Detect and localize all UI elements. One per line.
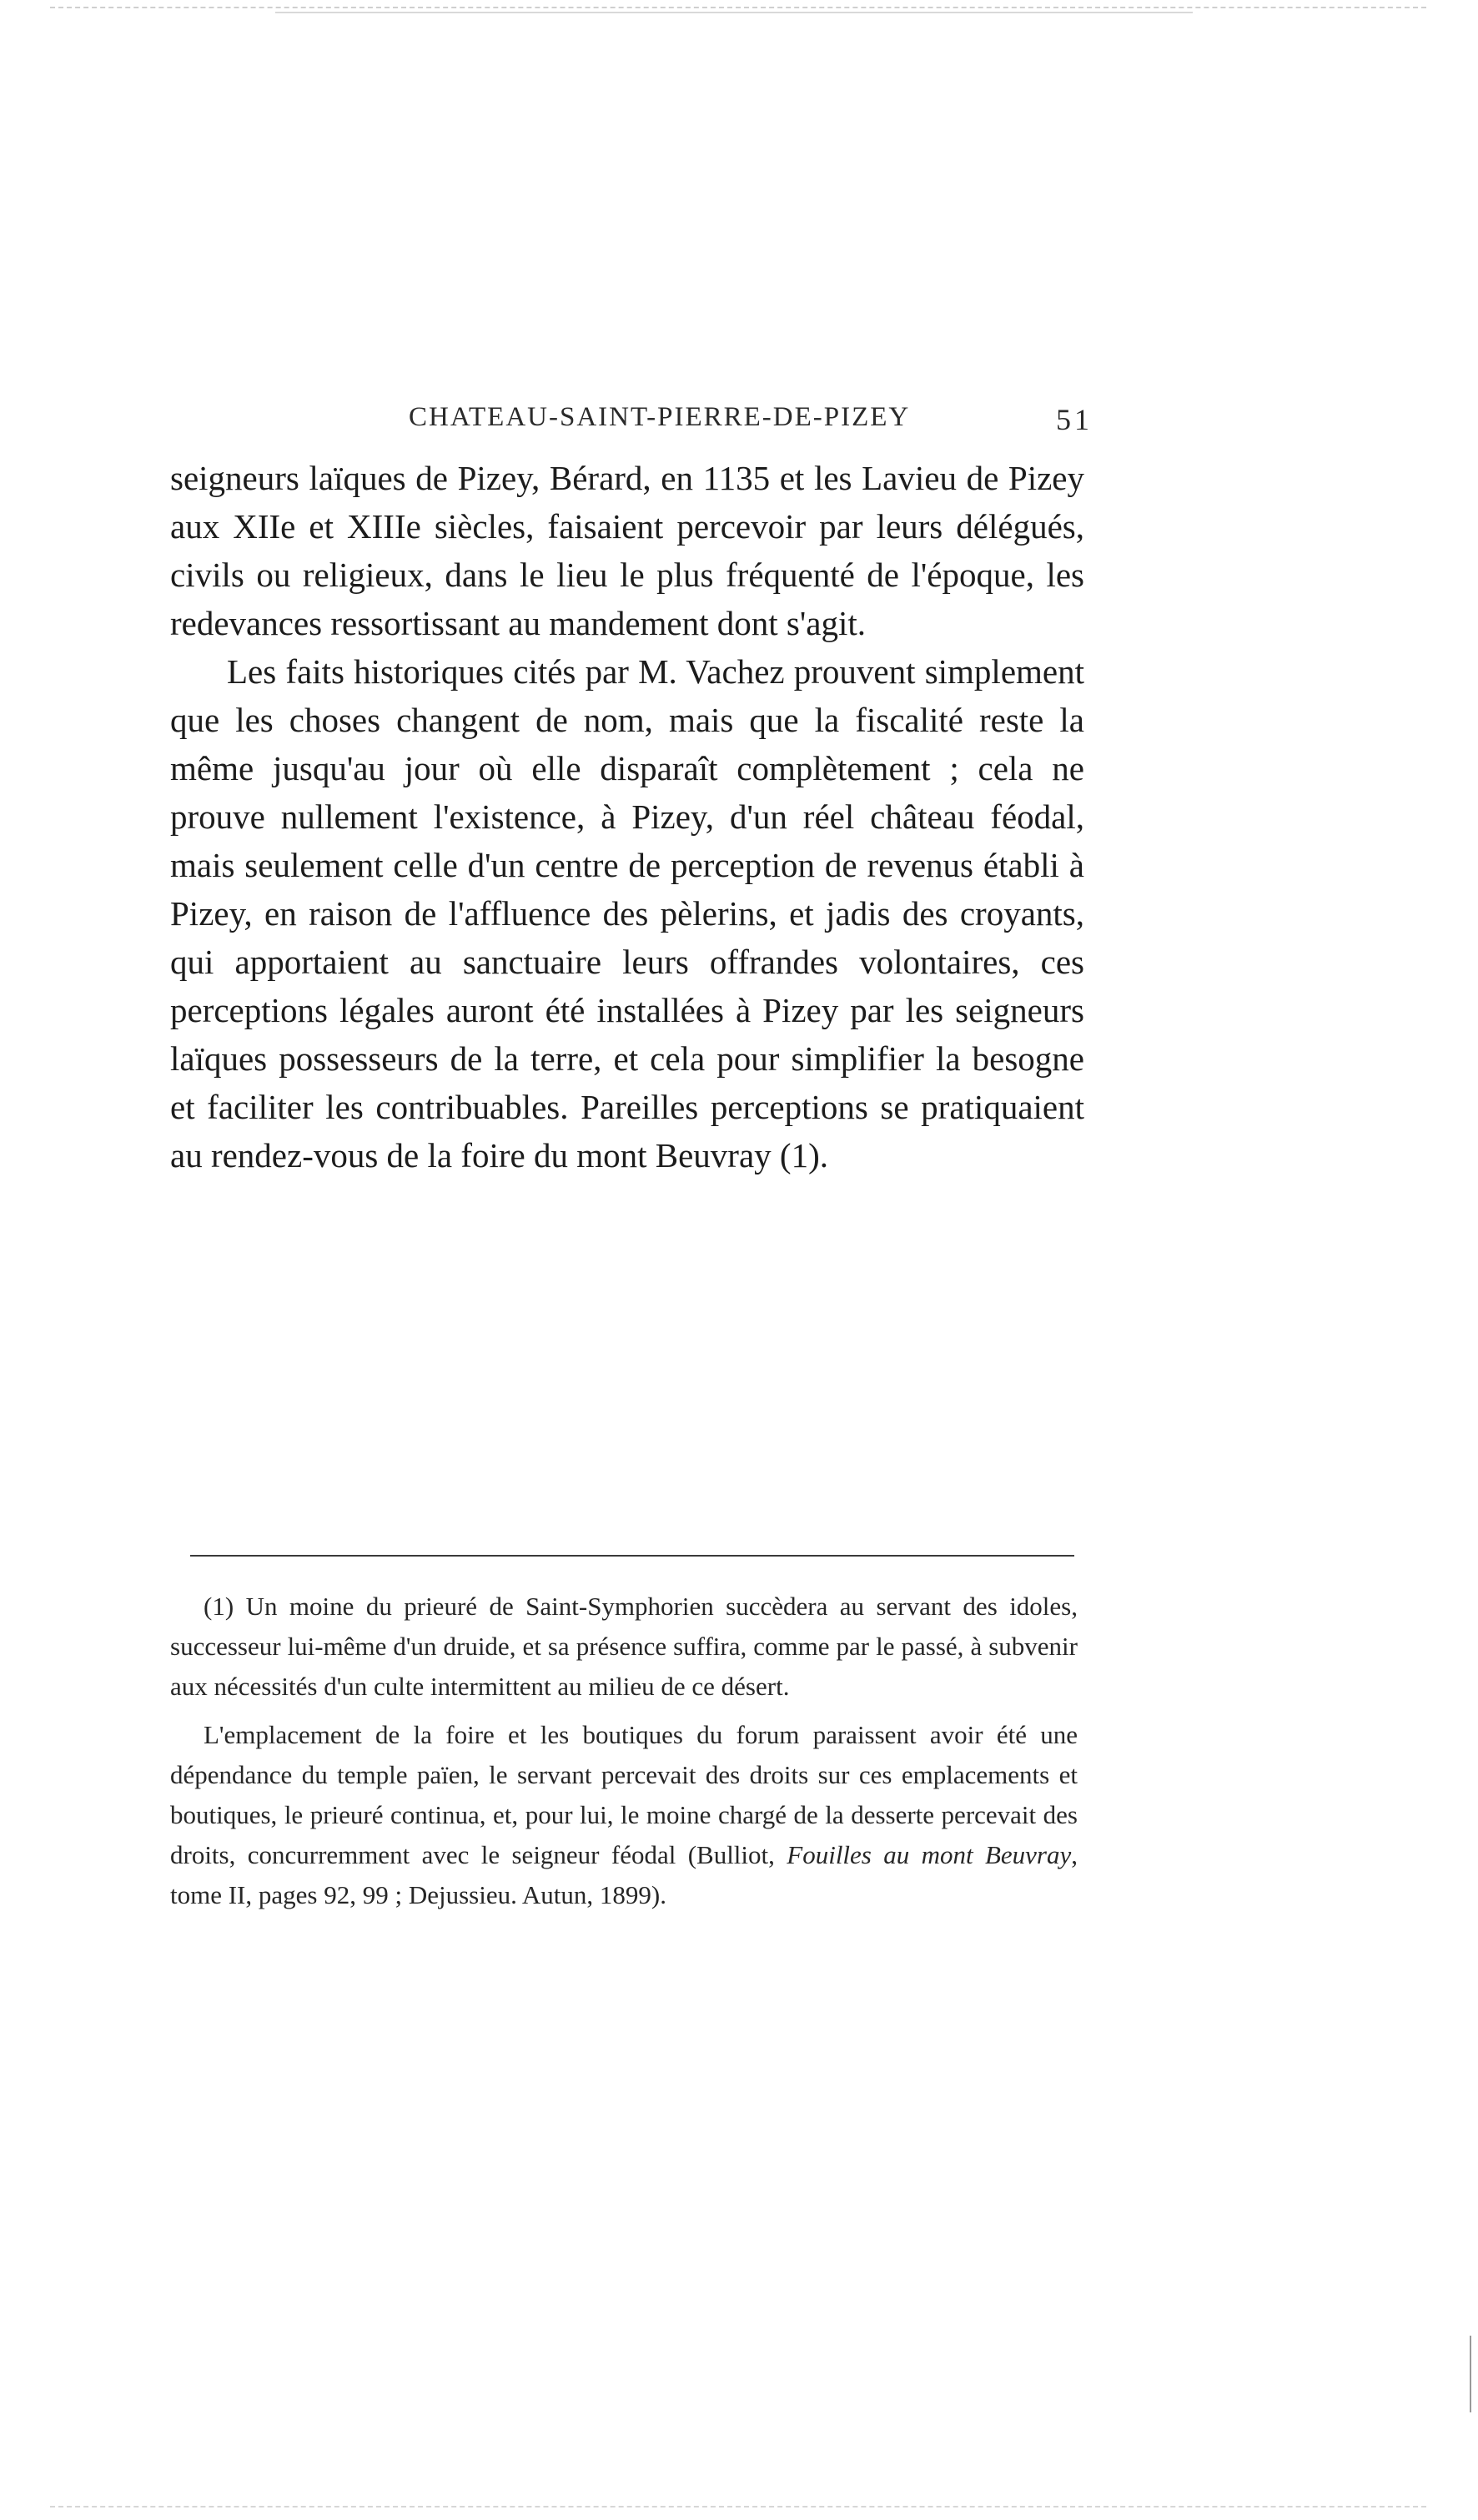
- body-paragraph: Les faits historiques cités par M. Vachez prouvent simplement que les choses changent de nom, mais que la fiscalité reste la même jusqu'au jour où elle disparaît complètement ; cela ne prouve nullement l'existence, à Pizey, d'un réel château féodal, mais seulement celle d'un centre de perception de revenus établi à Pizey, en raison de l'affluence des pèlerins, et jadis des croyants, qui apportaient au sanctuaire leurs offrandes volontaires, ces perceptions légales auront été installées à Pizey par les seigneurs laïques possesseurs de la terre, et cela pour simplifier la besogne et faciliter les contribuables. Pareilles perceptions se pratiquaient au rendez-vous de la foire du mont Beuvray (1).: [170, 652, 1084, 1174]
- body-text: [170, 454, 1084, 1180]
- scan-edge-bottom: [50, 2506, 1426, 2507]
- body-paragraph: seigneurs laïques de Pizey, Bérard, en 1135 et les Lavieu de Pizey aux XIIe et XIIIe siècles, faisaient percevoir par leurs délégués, civils ou religieux, dans le lieu le plus fréquenté de l'époque, les redevances ressortissant au mandement dont s'agit.: [170, 459, 1084, 642]
- footnote-text: L'emplacement de la foire et les boutiques du forum paraissent avoir été une dépendance du temple païen, le servant percevait des droits sur ces emplacements et boutiques, le prieuré continua, et, pour lui, le moine chargé de la desserte percevait des droits, concurremment avec le seigneur féodal (Bulliot,: [170, 1720, 1078, 1869]
- running-title: CHATEAU-SAINT-PIERRE-DE-PIZEY: [409, 402, 911, 432]
- scan-rule-top: [275, 12, 1193, 13]
- page-number: 51: [1056, 403, 1093, 436]
- footnote-separator: [190, 1555, 1074, 1557]
- footnote-1: (1) Un moine du prieuré de Saint-Symphorien succèdera au servant des idoles, successeur lui-même d'un druide, et sa présence suffira, comme par le passé, à subvenir aux nécessités d'un culte intermittent au milieu de ce désert.: [170, 1592, 1078, 1701]
- running-head: [167, 402, 1093, 444]
- footnote-citation-title: Fouilles au mont Beuvray: [787, 1840, 1072, 1869]
- footnote-text: , tome II, pages 92, 99 ; Dejussieu. Autun, 1899).: [170, 1840, 1078, 1909]
- footnote-1-continuation: [170, 1715, 1078, 1915]
- scan-edge-top: [50, 7, 1426, 8]
- scan-mark: [1470, 2336, 1471, 2412]
- footnotes: [170, 1587, 1078, 1915]
